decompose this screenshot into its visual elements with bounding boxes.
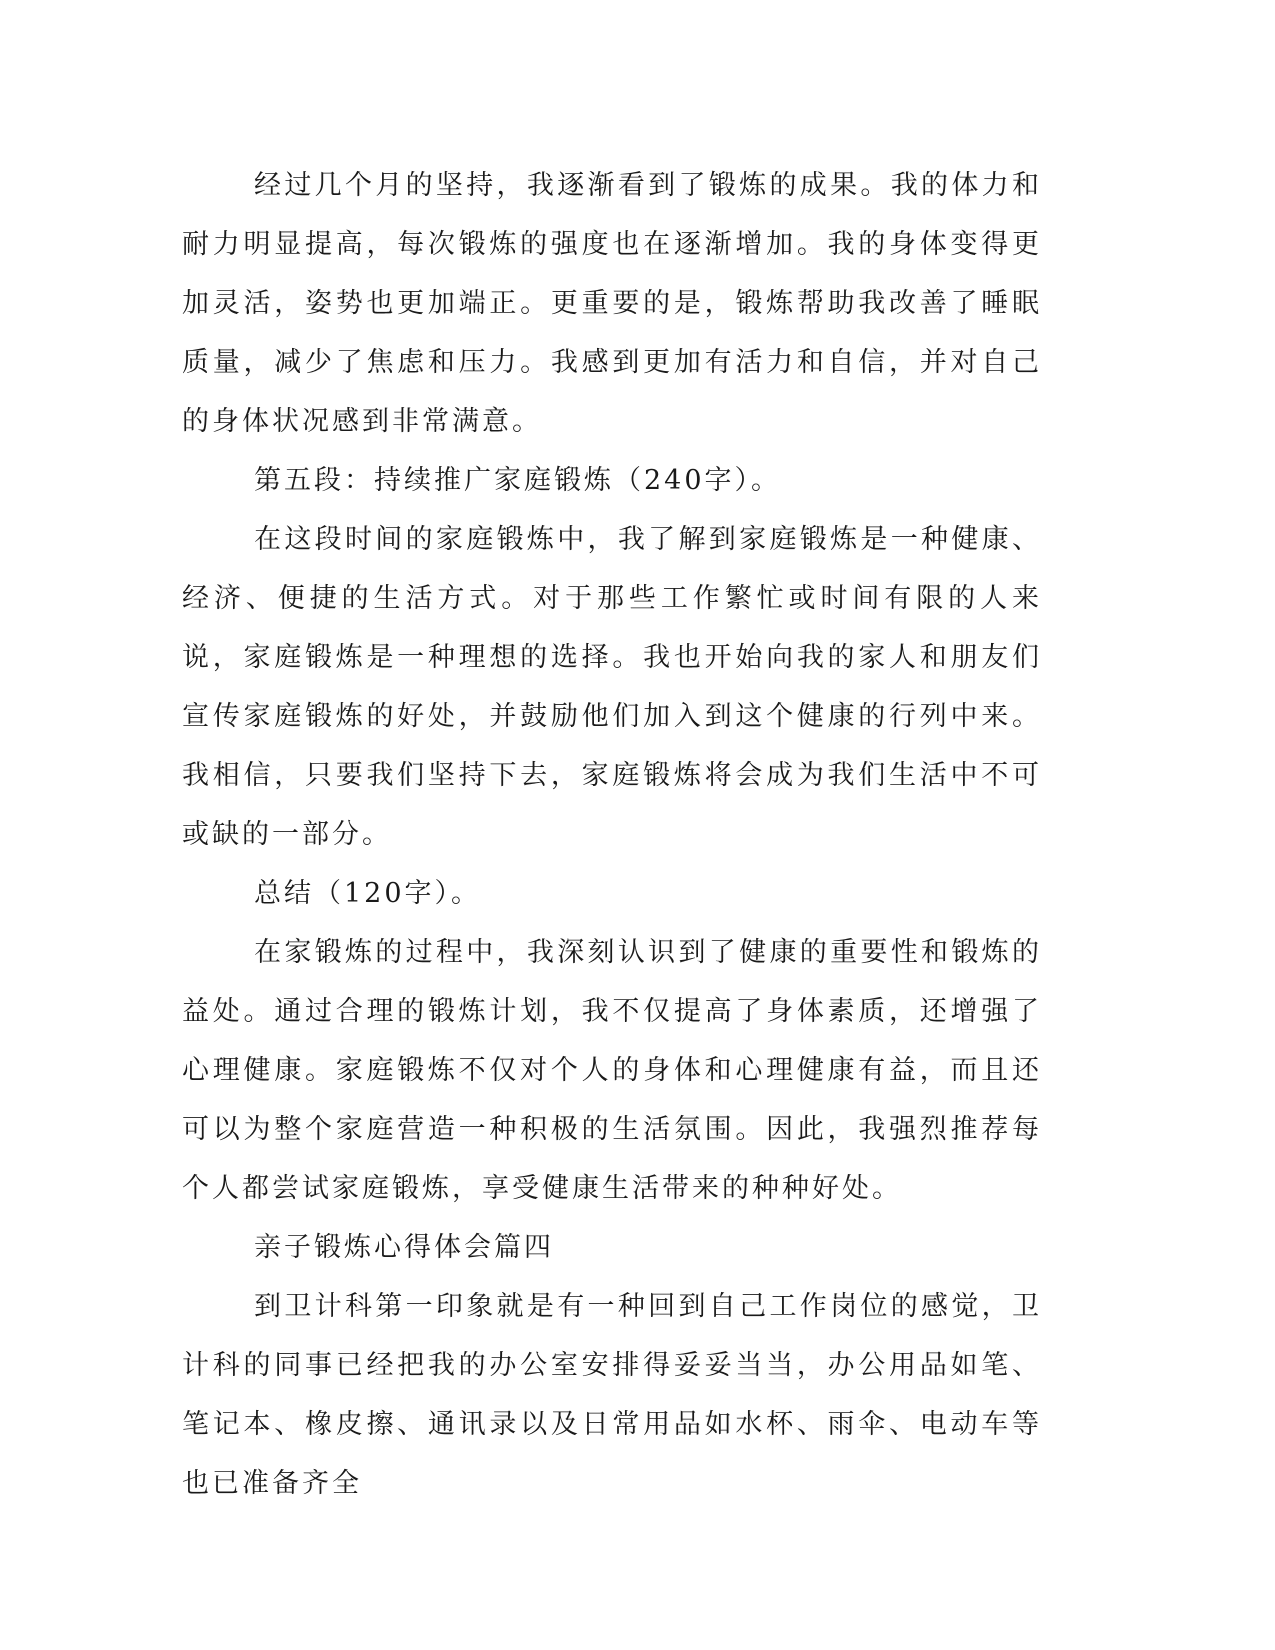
paragraph-summary: 在家锻炼的过程中，我深刻认识到了健康的重要性和锻炼的益处。通过合理的锻炼计划，我不仅提高了身体素质，还增强了心理健康。家庭锻炼不仅对个人的身体和心理健康有益，而且还可以为整个家庭营造一种积极的生活氛围。因此，我强烈推荐每个人都尝试家庭锻炼，享受健康生活带来的种种好处。 — [182, 937, 1042, 1204]
section-heading-part-five: 第五段：持续推广家庭锻炼（240字）。 — [254, 465, 782, 496]
section-heading-summary: 总结（120字）。 — [254, 878, 482, 909]
article-title-part-four: 亲子锻炼心得体会篇四 — [254, 1232, 554, 1263]
paragraph-promote-home-exercise: 在这段时间的家庭锻炼中，我了解到家庭锻炼是一种健康、经济、便捷的生活方式。对于那些工作繁忙或时间有限的人来说，家庭锻炼是一种理想的选择。我也开始向我的家人和朋友们宣传家庭锻炼的好处，并鼓励他们加入到这个健康的行列中来。我相信，只要我们坚持下去，家庭锻炼将会成为我们生活中不可或缺的一部分。 — [182, 524, 1042, 850]
paragraph-health-office: 到卫计科第一印象就是有一种回到自己工作岗位的感觉，卫计科的同事已经把我的办公室安排得妥妥当当，办公用品如笔、笔记本、橡皮擦、通讯录以及日常用品如水杯、雨伞、电动车等也已准备齐全 — [182, 1291, 1042, 1499]
paragraph-exercise-results: 经过几个月的坚持，我逐渐看到了锻炼的成果。我的体力和耐力明显提高，每次锻炼的强度也在逐渐增加。我的身体变得更加灵活，姿势也更加端正。更重要的是，锻炼帮助我改善了睡眠质量，减少了焦虑和压力。我感到更加有活力和自信，并对自己的身体状况感到非常满意。 — [182, 170, 1042, 437]
document-body — [182, 156, 1042, 1513]
